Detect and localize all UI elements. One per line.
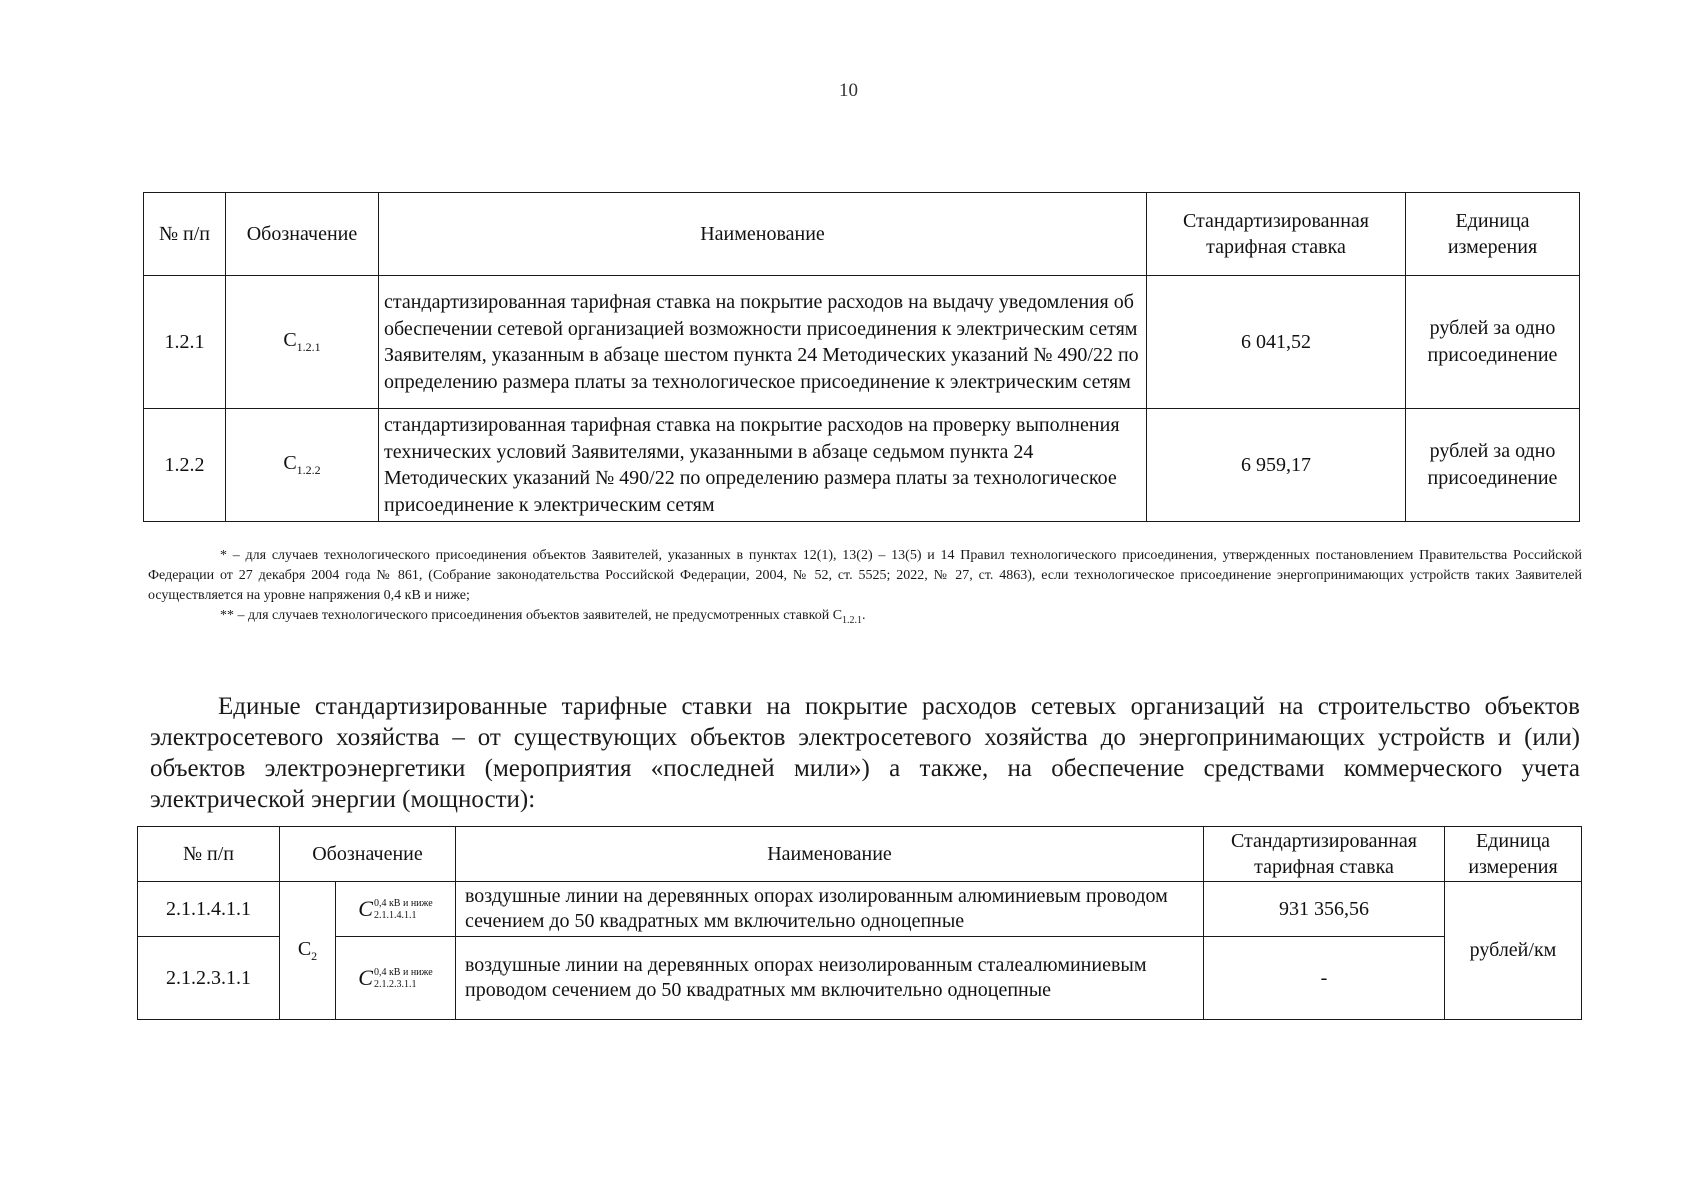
symbol-sub: 2.1.2.3.1.1	[373, 979, 417, 991]
intro-paragraph: Единые стандартизированные тарифные ставки на покрытие расходов сетевых организаций на строительство объектов электросетевого хозяйства – от существующих объектов электросетевого хозяйства до энергопринимающих устройств и (или) объектов электроэнергетики (мероприятия «последней мили») а также, на обеспечение средствами коммерческого учета электрической энергии (мощности):	[150, 693, 1580, 813]
symbol	[358, 965, 433, 992]
tariff-table-2	[137, 826, 1582, 1020]
table-row	[138, 882, 1582, 937]
header-designation: Обозначение	[280, 827, 456, 882]
designation-sub: 1.2.2	[296, 463, 321, 477]
page-number: 10	[839, 80, 858, 101]
row-num: 1.2.2	[144, 409, 226, 522]
header-rate: Стандартизированная тарифная ставка	[1204, 827, 1445, 882]
table-header-row	[144, 193, 1580, 276]
row-name: стандартизированная тарифная ставка на покрытие расходов на выдачу уведомления об обеспечении сетевой организацией возможности присоединения к электрическим сетям Заявителям, указанным в абзаце шестом пункта 24 Методических указаний № 490/22 по определению размера платы за технологическое присоединение к электрическим сетям	[379, 276, 1147, 409]
row-designation	[226, 409, 379, 522]
designation-base: C	[283, 452, 297, 474]
header-unit: Единица измерения	[1445, 827, 1582, 882]
group-designation-sub: 2	[311, 948, 318, 963]
row-num: 2.1.1.4.1.1	[138, 882, 280, 937]
header-unit: Единица измерения	[1406, 193, 1580, 276]
symbol-base: C	[358, 964, 373, 990]
footnote-2-end: .	[862, 608, 866, 623]
row-unit: рублей за одно присоединение	[1406, 276, 1580, 409]
table-row	[144, 409, 1580, 522]
symbol-sub: 2.1.1.4.1.1	[373, 910, 417, 922]
row-name: воздушные линии на деревянных опорах неизолированным сталеалюминиевым проводом сечением до 50 квадратных мм включительно одноцепные	[456, 937, 1204, 1020]
header-num: № п/п	[144, 193, 226, 276]
table-header-row	[138, 827, 1582, 882]
group-designation-base: C	[297, 937, 312, 960]
row-rate: -	[1204, 937, 1445, 1020]
group-unit: рублей/км	[1445, 882, 1582, 1020]
header-designation: Обозначение	[226, 193, 379, 276]
footnote-1: * – для случаев технологического присоединения объектов Заявителей, указанных в пунктах 12(1), 13(2) – 13(5) и 14 Правил технологического присоединения, утвержденных постановлением Правительства Российской Федерации от 27 декабря 2004 года № 861, (Собрание законодательства Российской Федерации, 2004, № 52, ст. 5525; 2022, № 27, ст. 4863), если технологическое присоединение энергопринимающих устройств таких Заявителей осуществляется на уровне напряжения 0,4 кВ и ниже;	[148, 548, 1582, 603]
row-unit: рублей за одно присоединение	[1406, 409, 1580, 522]
header-rate: Стандартизированная тарифная ставка	[1147, 193, 1406, 276]
row-symbol	[336, 937, 456, 1020]
row-name: стандартизированная тарифная ставка на покрытие расходов на проверку выполнения технических условий Заявителями, указанными в абзаце седьмом пункта 24 Методических указаний № 490/22 по определению размера платы за технологическое присоединение к электрическим сетям	[379, 409, 1147, 522]
tariff-table-1	[143, 192, 1580, 522]
symbol-sup: 0,4 кВ и ниже	[373, 898, 433, 910]
header-num: № п/п	[138, 827, 280, 882]
table-row	[138, 937, 1582, 1020]
footnote-2-text: ** – для случаев технологического присоединения объектов заявителей, не предусмотренных ставкой C	[220, 608, 843, 623]
symbol	[358, 896, 433, 923]
symbol-sup: 0,4 кВ и ниже	[373, 967, 433, 979]
header-name: Наименование	[379, 193, 1147, 276]
footnote-2	[148, 606, 1582, 631]
table-row	[144, 276, 1580, 409]
designation-sub: 1.2.1	[296, 340, 321, 354]
group-designation	[280, 882, 336, 1020]
designation-base: C	[283, 329, 297, 351]
footnote-2-sub: 1.2.1	[842, 614, 863, 626]
row-rate: 931 356,56	[1204, 882, 1445, 937]
row-rate: 6 041,52	[1147, 276, 1406, 409]
row-num: 2.1.2.3.1.1	[138, 937, 280, 1020]
symbol-base: C	[358, 895, 373, 921]
row-designation	[226, 276, 379, 409]
header-name: Наименование	[456, 827, 1204, 882]
row-symbol	[336, 882, 456, 937]
row-rate: 6 959,17	[1147, 409, 1406, 522]
row-num: 1.2.1	[144, 276, 226, 409]
row-name: воздушные линии на деревянных опорах изолированным алюминиевым проводом сечением до 50 квадратных мм включительно одноцепные	[456, 882, 1204, 937]
footnotes	[148, 546, 1582, 631]
